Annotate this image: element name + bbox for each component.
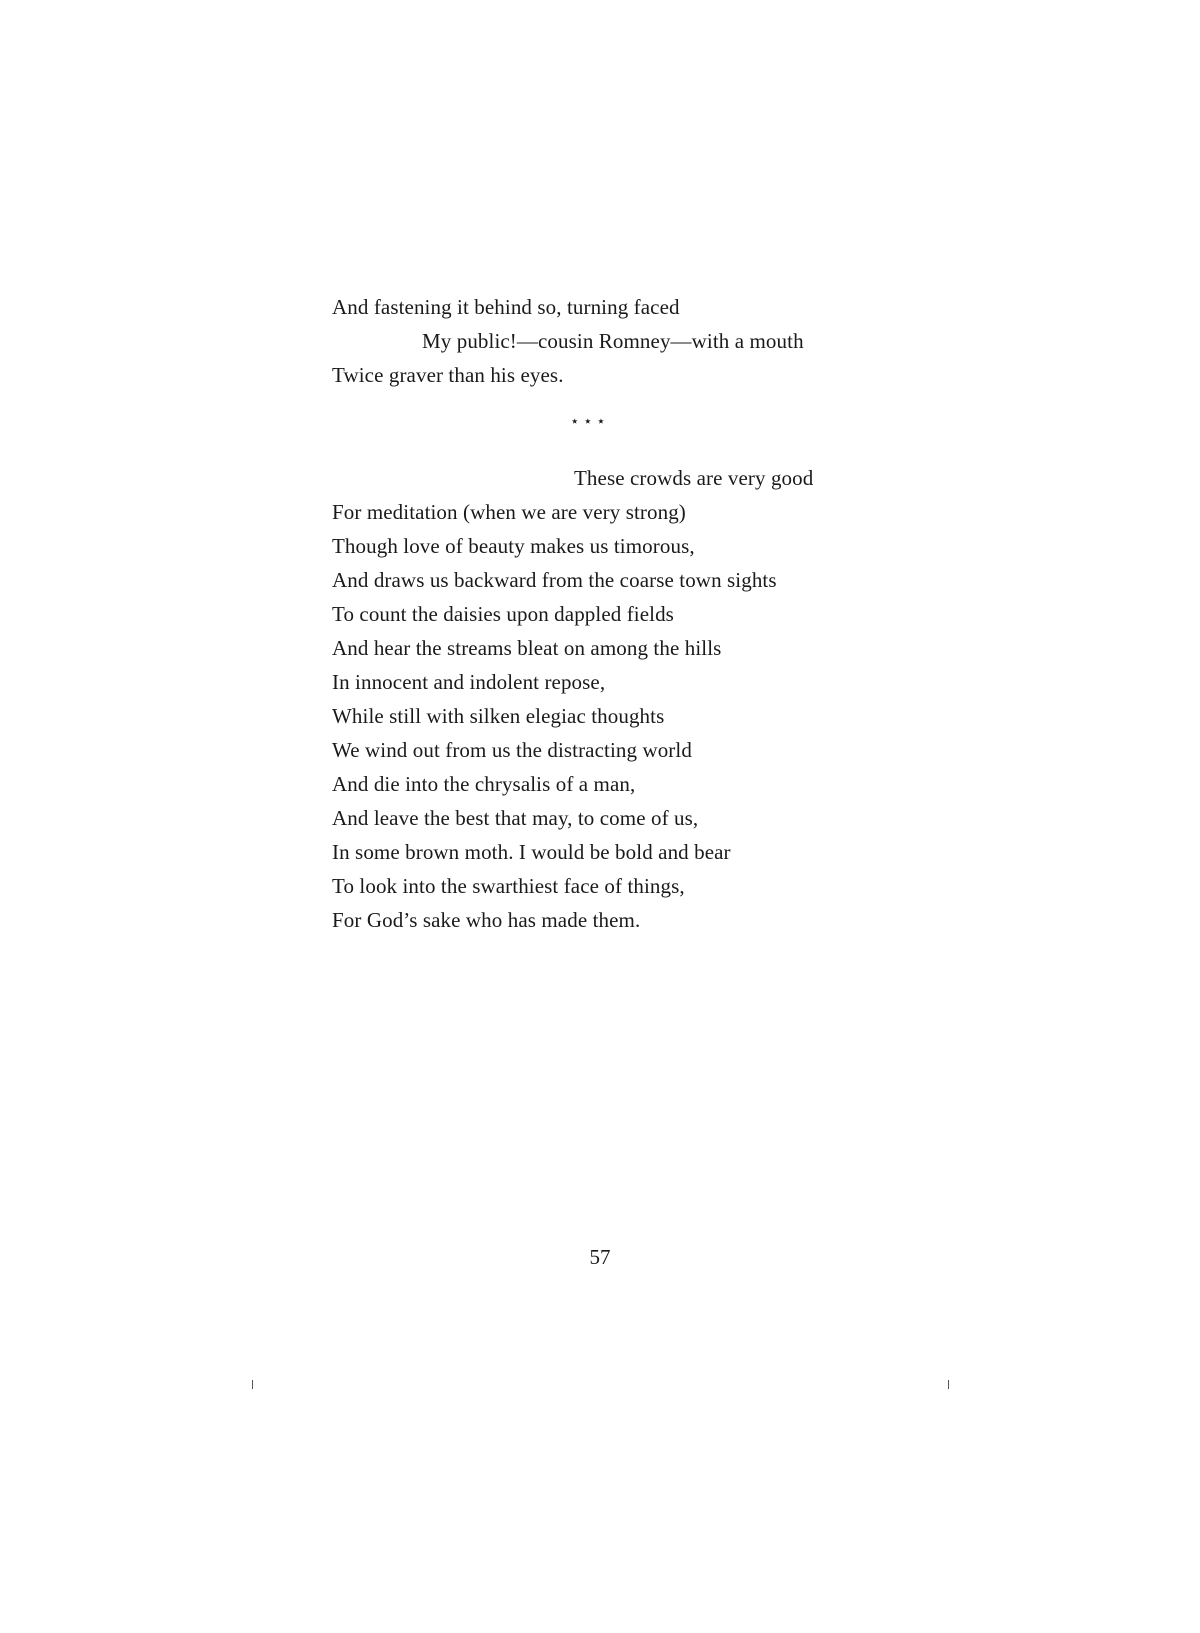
- poem-line: These crowds are very good: [574, 466, 814, 490]
- poem-line: We wind out from us the distracting world: [332, 738, 692, 762]
- poem-line: And draws us backward from the coarse town sights: [332, 568, 777, 592]
- section-divider: ⋆ ⋆ ⋆: [570, 414, 606, 430]
- poem-line: Twice graver than his eyes.: [332, 363, 564, 387]
- poem-line: In some brown moth. I would be bold and bear: [332, 840, 731, 864]
- crop-mark: [252, 1380, 253, 1389]
- poem-line: My public!—cousin Romney—with a mouth: [422, 329, 804, 353]
- poem-line: In innocent and indolent repose,: [332, 670, 606, 694]
- poem-line: To look into the swarthiest face of things,: [332, 874, 685, 898]
- poem-line: And leave the best that may, to come of us,: [332, 806, 699, 830]
- crop-mark: [948, 1380, 949, 1389]
- poem-line: For God’s sake who has made them.: [332, 908, 641, 932]
- poem-line: While still with silken elegiac thoughts: [332, 704, 665, 728]
- poem-line: Though love of beauty makes us timorous,: [332, 534, 695, 558]
- poem-line: And fastening it behind so, turning faced: [332, 295, 680, 319]
- page-number: 57: [589, 1245, 611, 1269]
- poem-line: And hear the streams bleat on among the hills: [332, 636, 722, 660]
- poem-line: And die into the chrysalis of a man,: [332, 772, 636, 796]
- poem-line: To count the daisies upon dappled fields: [332, 602, 674, 626]
- poem-line: For meditation (when we are very strong): [332, 500, 686, 524]
